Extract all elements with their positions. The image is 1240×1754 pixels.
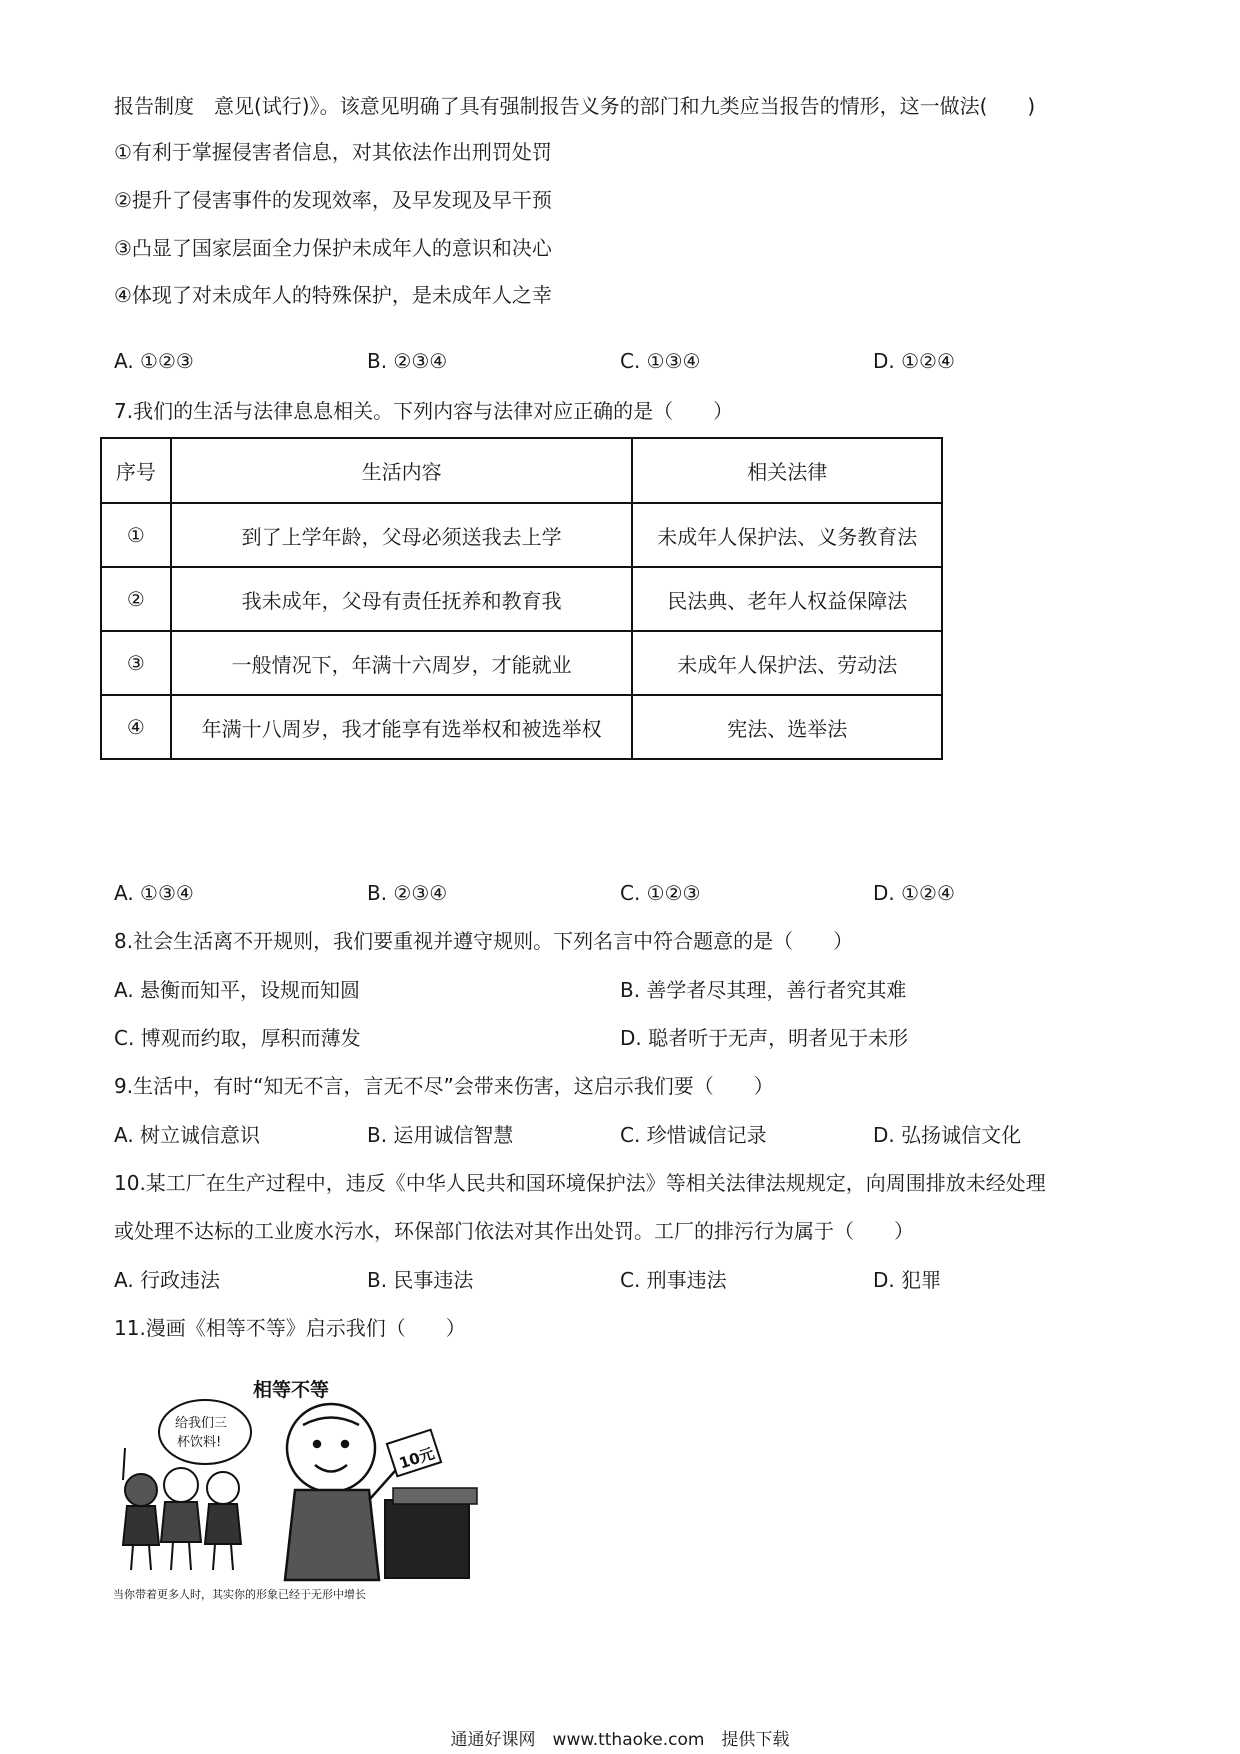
table-cell: ① (101, 503, 171, 567)
q7-option-d: D. ①②④ (873, 881, 955, 905)
q8-option-c: C. 博观而约取，厚积而薄发 (114, 1026, 361, 1050)
table-cell: 宪法、选举法 (632, 695, 942, 759)
q10-option-d: D. 犯罪 (873, 1268, 942, 1292)
table-cell: 未成年人保护法、义务教育法 (632, 503, 942, 567)
table-row (101, 503, 942, 567)
q7-option-c: C. ①②③ (620, 881, 701, 905)
speech-text-2: 杯饮料! (177, 1435, 222, 1450)
q9-option-a: A. 树立诚信意识 (114, 1123, 261, 1147)
table-row (101, 695, 942, 759)
q6-item-3: ③凸显了国家层面全力保护未成年人的意识和决心 (114, 236, 552, 260)
box-icon (385, 1500, 469, 1578)
q7-stem: 7.我们的生活与法律息息相关。下列内容与法律对应正确的是（ ） (114, 399, 734, 423)
q6-item-2: ②提升了侵害事件的发现效率，及早发现及早干预 (114, 188, 552, 212)
table-cell: ② (101, 567, 171, 631)
q8-option-a: A. 悬衡而知平，设规而知圆 (114, 978, 361, 1002)
table-cell: 年满十八周岁，我才能享有选举权和被选举权 (171, 695, 633, 759)
law-table (100, 437, 943, 760)
table-header: 序号 (101, 438, 171, 503)
q9-option-b: B. 运用诚信智慧 (367, 1123, 514, 1147)
table-cell: ④ (101, 695, 171, 759)
q6-option-a: A. ①②③ (114, 349, 194, 373)
table-cell: 未成年人保护法、劳动法 (632, 631, 942, 695)
q7-option-a: A. ①③④ (114, 881, 194, 905)
table-header: 生活内容 (171, 438, 633, 503)
q10-stem-line-1: 10.某工厂在生产过程中，违反《中华人民共和国环境保护法》等相关法律法规规定，向周围排放未经处理 (114, 1171, 1046, 1195)
q6-stem-continued: 报告制度 意见(试行)》。该意见明确了具有强制报告义务的部门和九类应当报告的情形，这一做法( ) (114, 94, 1036, 118)
q8-option-b: B. 善学者尽其理，善行者究其难 (620, 978, 907, 1002)
q9-option-c: C. 珍惜诚信记录 (620, 1123, 767, 1147)
q7-option-b: B. ②③④ (367, 881, 448, 905)
speech-text-1: 给我们三 (175, 1416, 228, 1431)
table-cell: 民法典、老年人权益保障法 (632, 567, 942, 631)
q10-option-c: C. 刑事违法 (620, 1268, 727, 1292)
table-row (101, 567, 942, 631)
q8-stem: 8.社会生活离不开规则，我们要重视并遵守规则。下列名言中符合题意的是（ ） (114, 929, 854, 953)
money-tag-label: 10元 (396, 1444, 437, 1473)
box-lid (393, 1488, 477, 1504)
cartoon-title: 相等不等 (253, 1379, 330, 1401)
speech-bubble (159, 1400, 251, 1464)
table-cell: 一般情况下，年满十六周岁，才能就业 (171, 631, 633, 695)
cartoon-image (113, 1370, 509, 1606)
table-row (101, 631, 942, 695)
page-footer: 通通好课网 www.tthaoke.com 提供下载 (450, 1730, 790, 1750)
q6-option-d: D. ①②④ (873, 349, 955, 373)
table-header-row (101, 438, 942, 503)
q11-stem: 11.漫画《相等不等》启示我们（ ） (114, 1316, 466, 1340)
q10-option-b: B. 民事违法 (367, 1268, 474, 1292)
q6-item-1: ①有利于掌握侵害者信息，对其依法作出刑罚处罚 (114, 140, 552, 164)
table-header: 相关法律 (632, 438, 942, 503)
cartoon-caption: 当你带着更多人时，其实你的形象已经于无形中增长 (113, 1588, 366, 1601)
q10-stem-line-2: 或处理不达标的工业废水污水，环保部门依法对其作出处罚。工厂的排污行为属于（ ） (114, 1219, 914, 1243)
table-cell: ③ (101, 631, 171, 695)
q10-option-a: A. 行政违法 (114, 1268, 221, 1292)
table-cell: 到了上学年龄，父母必须送我去上学 (171, 503, 633, 567)
q8-option-d: D. 聪者听于无声，明者见于未形 (620, 1026, 909, 1050)
q6-option-c: C. ①③④ (620, 349, 701, 373)
money-tag (387, 1430, 441, 1477)
small-figures (123, 1448, 241, 1570)
q9-stem: 9.生活中，有时“知无不言，言无不尽”会带来伤害，这启示我们要（ ） (114, 1074, 774, 1098)
table-cell: 我未成年，父母有责任抚养和教育我 (171, 567, 633, 631)
q9-option-d: D. 弘扬诚信文化 (873, 1123, 1022, 1147)
q6-item-4: ④体现了对未成年人的特殊保护，是未成年人之幸 (114, 283, 552, 307)
q6-option-b: B. ②③④ (367, 349, 448, 373)
